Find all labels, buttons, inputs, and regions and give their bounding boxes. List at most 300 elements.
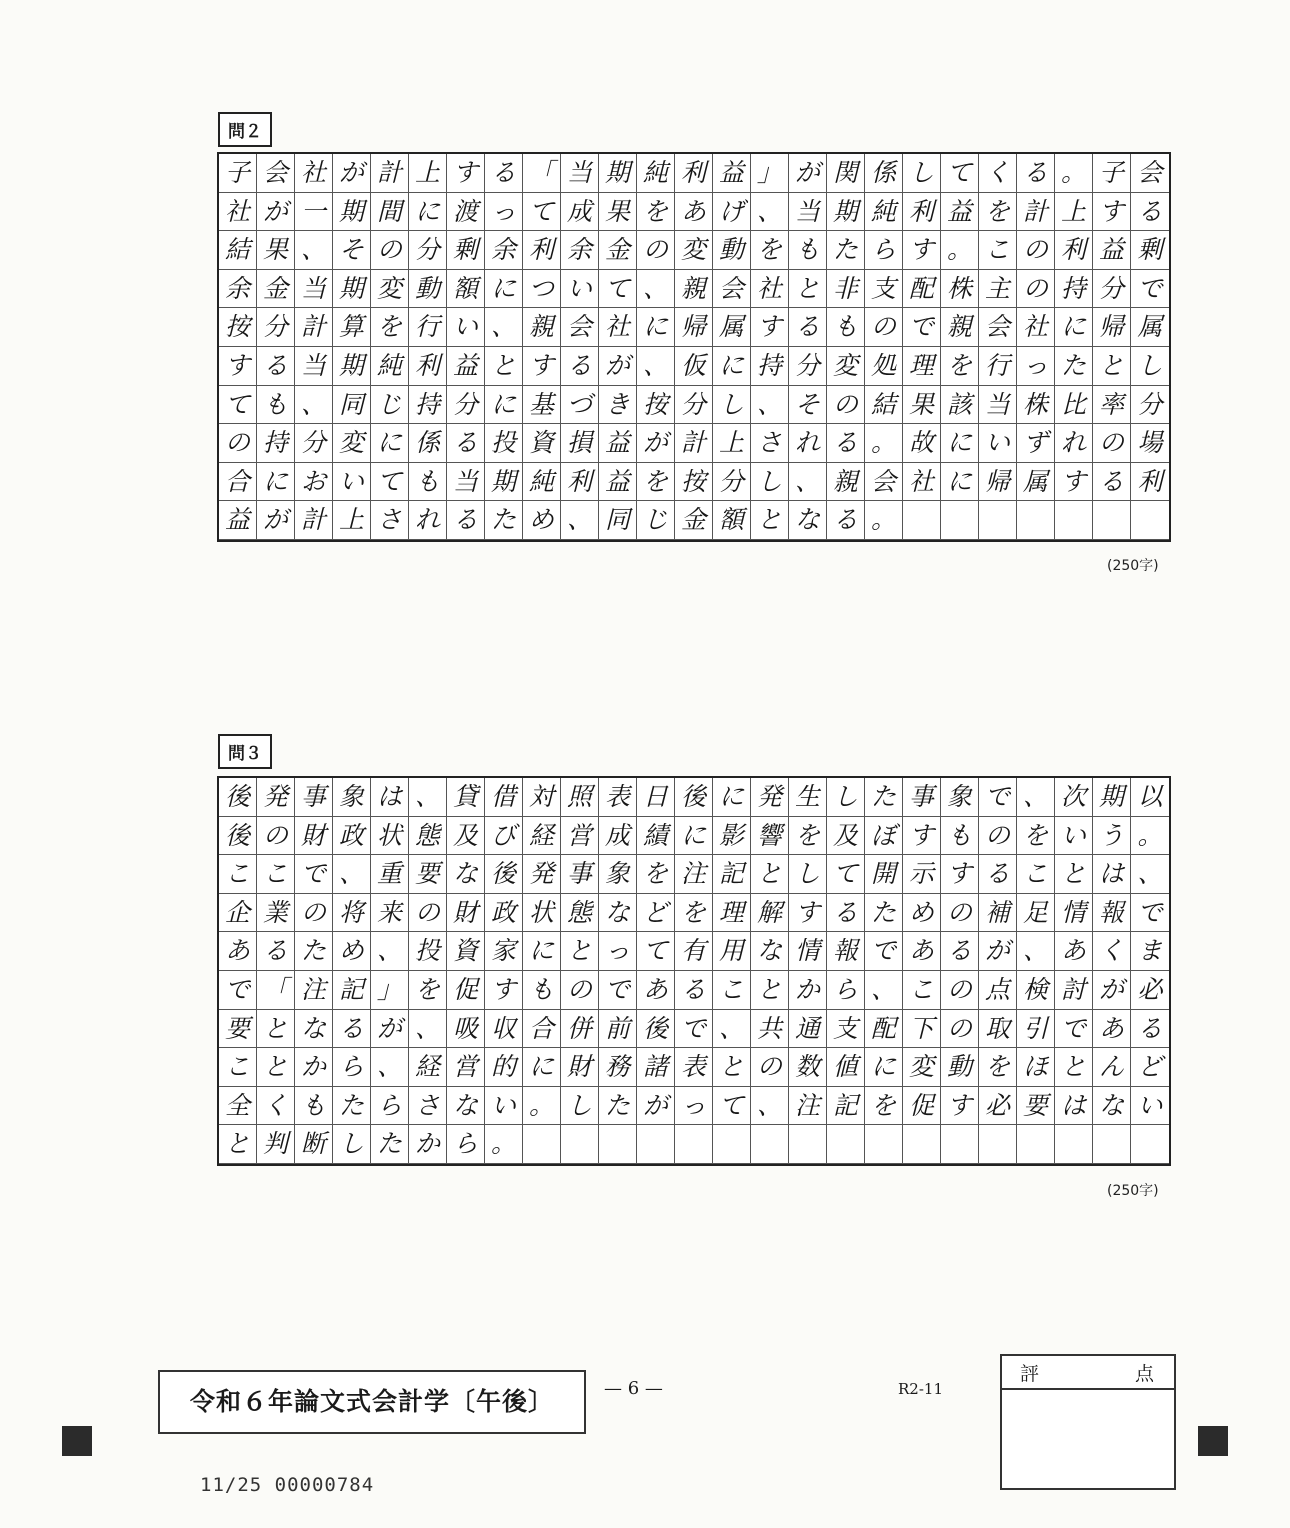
grid-cell: で [219, 971, 257, 1010]
grid-cell: 貸 [447, 778, 485, 817]
grid-cell: 、 [333, 855, 371, 894]
grid-cell: す [447, 154, 485, 193]
grid-cell: て [637, 932, 675, 971]
grid-cell: 照 [561, 778, 599, 817]
grid-cell: て [523, 193, 561, 232]
grid-cell: 期 [1093, 778, 1131, 817]
score-label-hyo: 評 [1020, 1362, 1040, 1385]
grid-cell: ら [447, 1125, 485, 1164]
grid-cell: 期 [599, 154, 637, 193]
grid-cell: の [865, 308, 903, 347]
grid-cell: を [751, 231, 789, 270]
grid-cell: 子 [219, 154, 257, 193]
grid-cell: 重 [371, 855, 409, 894]
grid-cell: 果 [599, 193, 637, 232]
grid-cell: 親 [941, 308, 979, 347]
grid-cell: に [865, 1048, 903, 1087]
grid-cell: ぼ [865, 817, 903, 856]
grid-cell: 下 [903, 1010, 941, 1049]
grid-cell: 分 [713, 463, 751, 502]
grid-cell: 影 [713, 817, 751, 856]
grid-cell: 益 [447, 347, 485, 386]
grid-cell: た [865, 894, 903, 933]
score-label-ten: 点 [1134, 1362, 1154, 1385]
grid-cell: が [979, 932, 1017, 971]
grid-cell: も [295, 1087, 333, 1126]
grid-cell: 分 [789, 347, 827, 386]
grid-cell: い [979, 424, 1017, 463]
grid-cell: 持 [751, 347, 789, 386]
grid-cell: と [789, 270, 827, 309]
grid-cell: 以 [1131, 778, 1169, 817]
grid-cell: ん [1093, 1048, 1131, 1087]
grid-cell: 注 [789, 1087, 827, 1126]
grid-cell: 帰 [675, 308, 713, 347]
grid-cell: 行 [979, 347, 1017, 386]
grid-cell: の [371, 231, 409, 270]
grid-cell: さ [371, 501, 409, 540]
grid-cell: を [1017, 817, 1055, 856]
question-3-label: 問３ [218, 734, 272, 769]
grid-cell: こ [219, 855, 257, 894]
grid-cell: 帰 [1093, 308, 1131, 347]
grid-cell: 来 [371, 894, 409, 933]
grid-cell: す [941, 855, 979, 894]
grid-cell: と [257, 1048, 295, 1087]
grid-cell [1055, 1125, 1093, 1164]
grid-cell [523, 1125, 561, 1164]
grid-cell: 関 [827, 154, 865, 193]
grid-cell: に [675, 817, 713, 856]
grid-cell: で [865, 932, 903, 971]
grid-cell: る [447, 424, 485, 463]
grid-cell: る [827, 424, 865, 463]
grid-cell: と [561, 932, 599, 971]
grid-cell: 社 [751, 270, 789, 309]
grid-cell: を [675, 894, 713, 933]
grid-cell: 家 [485, 932, 523, 971]
grid-cell: 場 [1131, 424, 1169, 463]
grid-cell: 対 [523, 778, 561, 817]
grid-cell: 将 [333, 894, 371, 933]
grid-cell: あ [1093, 1010, 1131, 1049]
score-box [1000, 1354, 1176, 1490]
grid-cell: こ [1017, 855, 1055, 894]
grid-cell: 、 [751, 1087, 789, 1126]
grid-cell: ま [1131, 932, 1169, 971]
grid-cell: 政 [333, 817, 371, 856]
grid-cell: 績 [637, 817, 675, 856]
grid-cell: 間 [371, 193, 409, 232]
grid-cell: あ [219, 932, 257, 971]
grid-cell: の [979, 817, 1017, 856]
grid-cell: 情 [1055, 894, 1093, 933]
grid-cell: る [447, 501, 485, 540]
grid-cell: 当 [789, 193, 827, 232]
grid-cell: 用 [713, 932, 751, 971]
grid-cell: 非 [827, 270, 865, 309]
grid-cell: に [485, 386, 523, 425]
grid-cell: の [637, 231, 675, 270]
grid-cell: 同 [333, 386, 371, 425]
grid-cell: の [1017, 270, 1055, 309]
grid-cell: る [257, 932, 295, 971]
grid-cell: て [941, 154, 979, 193]
grid-cell: た [485, 501, 523, 540]
grid-cell: 。 [485, 1125, 523, 1164]
grid-cell: 状 [523, 894, 561, 933]
grid-cell: す [903, 231, 941, 270]
grid-cell: の [219, 424, 257, 463]
grid-cell: 的 [485, 1048, 523, 1087]
grid-cell: 純 [865, 193, 903, 232]
grid-cell: 社 [219, 193, 257, 232]
grid-cell: 主 [979, 270, 1017, 309]
grid-cell: か [789, 971, 827, 1010]
grid-cell: 象 [599, 855, 637, 894]
grid-cell: 態 [561, 894, 599, 933]
grid-cell: 状 [371, 817, 409, 856]
grid-cell: 営 [561, 817, 599, 856]
grid-cell: が [257, 501, 295, 540]
grid-cell: こ [257, 855, 295, 894]
grid-cell: 社 [1017, 308, 1055, 347]
grid-cell: に [523, 932, 561, 971]
grid-cell: 期 [333, 193, 371, 232]
grid-cell: 記 [333, 971, 371, 1010]
grid-cell: さ [751, 424, 789, 463]
grid-cell: に [941, 424, 979, 463]
grid-cell: る [1093, 463, 1131, 502]
grid-cell: 営 [447, 1048, 485, 1087]
grid-cell: 。 [941, 231, 979, 270]
grid-cell: 故 [903, 424, 941, 463]
grid-cell: ど [1131, 1048, 1169, 1087]
grid-cell: な [789, 501, 827, 540]
grid-cell: 利 [561, 463, 599, 502]
grid-cell: 点 [979, 971, 1017, 1010]
grid-cell: す [903, 817, 941, 856]
grid-cell: 後 [219, 778, 257, 817]
grid-cell: 発 [523, 855, 561, 894]
grid-cell: 後 [675, 778, 713, 817]
grid-cell: し [751, 463, 789, 502]
grid-cell: る [827, 501, 865, 540]
grid-cell: 株 [1017, 386, 1055, 425]
grid-cell: 結 [865, 386, 903, 425]
grid-cell: 、 [1131, 855, 1169, 894]
grid-cell [713, 1125, 751, 1164]
grid-cell: る [675, 971, 713, 1010]
grid-cell: 子 [1093, 154, 1131, 193]
grid-cell: 金 [675, 501, 713, 540]
grid-cell: 全 [219, 1087, 257, 1126]
grid-cell: 帰 [979, 463, 1017, 502]
grid-cell: こ [903, 971, 941, 1010]
grid-cell: 理 [713, 894, 751, 933]
grid-cell: 「 [257, 971, 295, 1010]
grid-cell: 率 [1093, 386, 1131, 425]
grid-cell: が [637, 424, 675, 463]
grid-cell: で [1131, 270, 1169, 309]
grid-cell: 株 [941, 270, 979, 309]
grid-cell: 動 [713, 231, 751, 270]
grid-cell: 事 [903, 778, 941, 817]
grid-cell: な [295, 1010, 333, 1049]
grid-cell: 純 [523, 463, 561, 502]
grid-cell: し [713, 386, 751, 425]
grid-cell: 利 [1131, 463, 1169, 502]
grid-cell: す [485, 971, 523, 1010]
grid-cell: 響 [751, 817, 789, 856]
grid-cell: を [941, 347, 979, 386]
grid-cell: 必 [1131, 971, 1169, 1010]
grid-cell: 財 [295, 817, 333, 856]
grid-cell [637, 1125, 675, 1164]
grid-cell: れ [1055, 424, 1093, 463]
grid-cell: っ [599, 932, 637, 971]
grid-cell: た [827, 231, 865, 270]
grid-cell: の [257, 817, 295, 856]
grid-cell: る [1131, 193, 1169, 232]
grid-cell: 社 [295, 154, 333, 193]
grid-cell: さ [409, 1087, 447, 1126]
grid-cell: が [371, 1010, 409, 1049]
answer-grid-q2 [217, 152, 1171, 542]
grid-cell: は [371, 778, 409, 817]
grid-cell: 益 [219, 501, 257, 540]
grid-cell: じ [371, 386, 409, 425]
grid-cell: な [447, 855, 485, 894]
grid-cell: 剰 [447, 231, 485, 270]
grid-cell: 判 [257, 1125, 295, 1164]
grid-cell: と [751, 855, 789, 894]
grid-cell: 成 [561, 193, 599, 232]
grid-cell: ず [1017, 424, 1055, 463]
grid-cell: 会 [561, 308, 599, 347]
answer-grid-q3 [217, 776, 1171, 1166]
grid-cell: 理 [903, 347, 941, 386]
grid-cell: た [1055, 347, 1093, 386]
grid-cell: る [1131, 1010, 1169, 1049]
grid-cell: 。 [865, 501, 903, 540]
grid-cell: で [903, 308, 941, 347]
grid-cell [941, 1125, 979, 1164]
grid-cell: ら [827, 971, 865, 1010]
grid-cell: 分 [295, 424, 333, 463]
grid-cell: っ [1017, 347, 1055, 386]
grid-cell: 該 [941, 386, 979, 425]
grid-cell: 資 [447, 932, 485, 971]
grid-cell: 益 [599, 424, 637, 463]
grid-cell: 額 [713, 501, 751, 540]
grid-cell: め [333, 932, 371, 971]
grid-cell: れ [789, 424, 827, 463]
grid-cell: 動 [941, 1048, 979, 1087]
grid-cell: 分 [447, 386, 485, 425]
grid-cell: 、 [789, 463, 827, 502]
grid-cell: 持 [257, 424, 295, 463]
grid-cell: な [751, 932, 789, 971]
grid-cell: 行 [409, 308, 447, 347]
grid-cell: 値 [827, 1048, 865, 1087]
grid-cell: い [447, 308, 485, 347]
grid-cell: も [409, 463, 447, 502]
grid-cell: 吸 [447, 1010, 485, 1049]
grid-cell: 当 [979, 386, 1017, 425]
grid-cell: 通 [789, 1010, 827, 1049]
grid-cell: 併 [561, 1010, 599, 1049]
grid-cell: 表 [599, 778, 637, 817]
grid-cell: こ [713, 971, 751, 1010]
grid-cell [599, 1125, 637, 1164]
grid-cell: 、 [409, 778, 447, 817]
grid-cell: ど [637, 894, 675, 933]
grid-cell: し [333, 1125, 371, 1164]
grid-cell: 分 [675, 386, 713, 425]
grid-cell: 政 [485, 894, 523, 933]
grid-cell: 次 [1055, 778, 1093, 817]
grid-cell: 借 [485, 778, 523, 817]
grid-cell: る [257, 347, 295, 386]
grid-cell: を [865, 1087, 903, 1126]
grid-cell: て [827, 855, 865, 894]
grid-cell: 前 [599, 1010, 637, 1049]
grid-cell: 分 [409, 231, 447, 270]
grid-cell: 持 [1055, 270, 1093, 309]
grid-cell: な [1093, 1087, 1131, 1126]
grid-cell: が [599, 347, 637, 386]
grid-cell: し [561, 1087, 599, 1126]
grid-cell: と [1093, 347, 1131, 386]
sheet-code: R2-11 [898, 1380, 943, 1398]
grid-cell: 後 [485, 855, 523, 894]
candidate-id-line: 11/25 00000784 [200, 1474, 375, 1496]
grid-cell: 解 [751, 894, 789, 933]
grid-cell: が [1093, 971, 1131, 1010]
grid-cell: 計 [371, 154, 409, 193]
grid-cell: に [257, 463, 295, 502]
grid-cell: 。 [523, 1087, 561, 1126]
grid-cell: 当 [295, 270, 333, 309]
grid-cell: 余 [485, 231, 523, 270]
grid-cell: 益 [713, 154, 751, 193]
grid-cell: な [599, 894, 637, 933]
grid-cell: の [1093, 424, 1131, 463]
grid-cell: く [1093, 932, 1131, 971]
grid-cell: に [523, 1048, 561, 1087]
grid-cell: 計 [295, 308, 333, 347]
grid-cell: て [713, 1087, 751, 1126]
grid-cell: 数 [789, 1048, 827, 1087]
grid-cell: 発 [257, 778, 295, 817]
grid-cell: 有 [675, 932, 713, 971]
grid-cell: 按 [219, 308, 257, 347]
grid-cell: ら [333, 1048, 371, 1087]
grid-cell: い [561, 270, 599, 309]
grid-cell: す [789, 894, 827, 933]
grid-cell: づ [561, 386, 599, 425]
grid-cell: 注 [295, 971, 333, 1010]
grid-cell: 、 [637, 347, 675, 386]
grid-cell: の [941, 894, 979, 933]
grid-cell: で [1055, 1010, 1093, 1049]
grid-cell: た [371, 1125, 409, 1164]
grid-cell: 期 [827, 193, 865, 232]
grid-cell: 支 [865, 270, 903, 309]
grid-cell: な [447, 1087, 485, 1126]
grid-cell: 上 [333, 501, 371, 540]
grid-cell: 利 [1055, 231, 1093, 270]
grid-cell: 討 [1055, 971, 1093, 1010]
grid-cell: 必 [979, 1087, 1017, 1126]
grid-cell: 、 [371, 1048, 409, 1087]
grid-cell: 、 [751, 193, 789, 232]
grid-cell: た [599, 1087, 637, 1126]
grid-cell: あ [637, 971, 675, 1010]
grid-cell: 態 [409, 817, 447, 856]
grid-cell: い [485, 1087, 523, 1126]
grid-cell: び [485, 817, 523, 856]
grid-cell: て [371, 463, 409, 502]
grid-cell: あ [1055, 932, 1093, 971]
grid-cell: も [257, 386, 295, 425]
grid-cell: で [1131, 894, 1169, 933]
grid-cell: 後 [219, 817, 257, 856]
grid-cell: 利 [409, 347, 447, 386]
grid-cell: 益 [941, 193, 979, 232]
grid-cell: 後 [637, 1010, 675, 1049]
grid-cell: と [485, 347, 523, 386]
grid-cell: 配 [903, 270, 941, 309]
grid-cell: す [751, 308, 789, 347]
grid-cell: 計 [1017, 193, 1055, 232]
grid-cell: 要 [219, 1010, 257, 1049]
grid-cell: で [675, 1010, 713, 1049]
grid-cell: は [1055, 1087, 1093, 1126]
grid-cell: 。 [865, 424, 903, 463]
grid-cell: を [637, 193, 675, 232]
grid-cell: 生 [789, 778, 827, 817]
grid-cell: 象 [941, 778, 979, 817]
grid-cell: 算 [333, 308, 371, 347]
grid-cell: 記 [713, 855, 751, 894]
grid-cell: 支 [827, 1010, 865, 1049]
grid-cell: に [409, 193, 447, 232]
grid-cell: て [599, 270, 637, 309]
grid-cell: 利 [675, 154, 713, 193]
grid-cell: 利 [903, 193, 941, 232]
grid-cell: を [979, 193, 1017, 232]
grid-cell: 、 [295, 231, 333, 270]
grid-cell: 及 [447, 817, 485, 856]
grid-cell: 仮 [675, 347, 713, 386]
grid-cell: 報 [827, 932, 865, 971]
grid-cell: 持 [409, 386, 447, 425]
grid-cell: 開 [865, 855, 903, 894]
grid-cell: と [751, 971, 789, 1010]
grid-cell: に [1055, 308, 1093, 347]
grid-cell: 果 [257, 231, 295, 270]
grid-cell: げ [713, 193, 751, 232]
grid-cell: 同 [599, 501, 637, 540]
grid-cell: 計 [675, 424, 713, 463]
grid-cell: 企 [219, 894, 257, 933]
grid-cell: 投 [409, 932, 447, 971]
grid-cell: 果 [903, 386, 941, 425]
grid-cell: つ [523, 270, 561, 309]
grid-cell: 剰 [1131, 231, 1169, 270]
